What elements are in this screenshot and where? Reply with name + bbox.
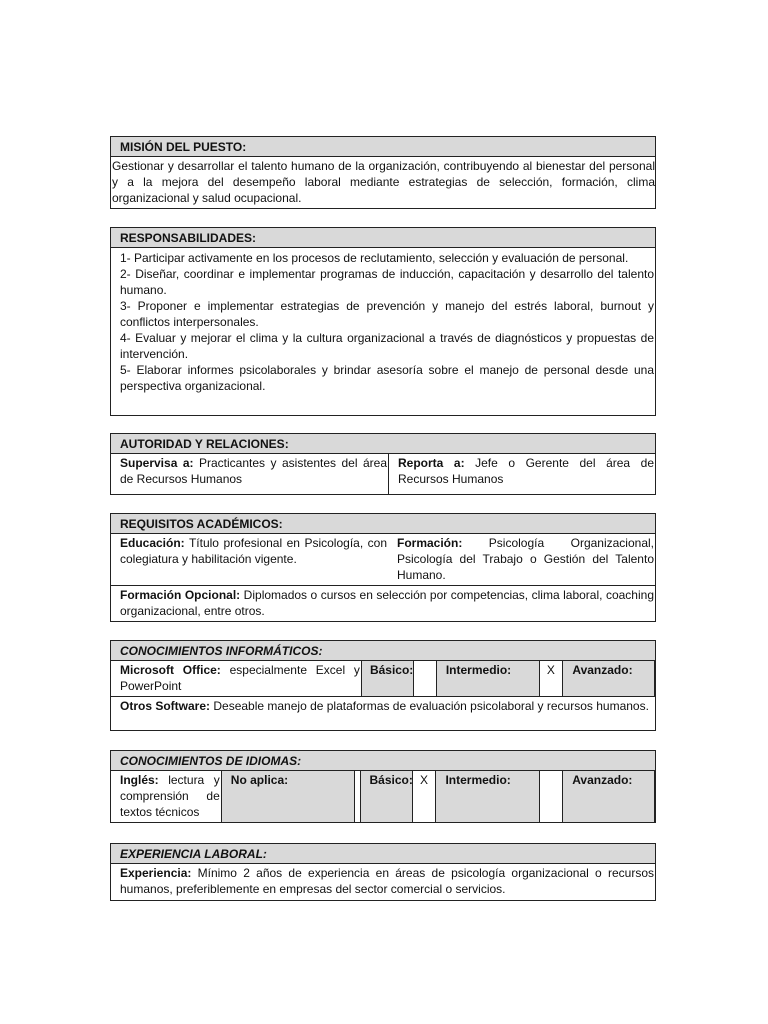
autoridad-row xyxy=(111,454,655,494)
reporta-text: Jefe o Gerente del área de Recursos Humanos xyxy=(398,456,655,486)
responsabilidades-title: RESPONSABILIDADES: xyxy=(111,228,655,248)
office-cell xyxy=(111,661,361,696)
responsabilidades-list xyxy=(111,248,655,395)
list-item: 2- Diseñar, coordinar e implementar programas de inducción, capacitación y desarrollo del talento humano. xyxy=(120,267,654,297)
list-item: 3- Proponer e implementar estrategias de prevención y manejo del estrés laboral, burnout y conflictos interpersonales. xyxy=(120,299,654,329)
idioma-intermedio-mark xyxy=(539,771,562,822)
office-basico-mark xyxy=(413,661,436,696)
supervisa-text: Practicantes y asistentes del área de Recursos Humanos xyxy=(120,456,387,486)
experiencia-cell xyxy=(111,864,655,898)
formacion-opcional-cell xyxy=(111,586,655,621)
list-item: 5- Elaborar informes psicolaborales y brindar asesoría sobre el manejo de personal desde una perspectiva organizacional. xyxy=(120,363,654,393)
idioma-avanzado-label: Avanzado: xyxy=(562,771,654,822)
formacion-text: Psicología Organizacional, Psicología del Trabajo o Gestión del Talento Humano. xyxy=(397,536,654,582)
mision-title: MISIÓN DEL PUESTO: xyxy=(111,137,655,157)
educacion-label: Educación: xyxy=(120,536,185,550)
office-label: Microsoft Office: xyxy=(120,663,221,677)
informaticos-section xyxy=(110,640,656,731)
formacion-opcional-row xyxy=(111,585,655,621)
idiomas-title: CONOCIMIENTOS DE IDIOMAS: xyxy=(111,751,655,771)
otros-software-cell xyxy=(111,697,655,731)
responsabilidades-section xyxy=(110,227,656,416)
otros-software-row xyxy=(111,696,655,731)
mision-section xyxy=(110,136,656,209)
informaticos-title: CONOCIMIENTOS INFORMÁTICOS: xyxy=(111,641,655,661)
ingles-cell xyxy=(111,771,221,822)
ingles-text: lectura y comprensión de textos técnicos xyxy=(120,773,220,819)
experiencia-text: Mínimo 2 años de experiencia en áreas de psicología organizacional o recursos humanos, preferiblemente en empresas del sector comercial o servicios. xyxy=(120,866,654,896)
otros-software-label: Otros Software: xyxy=(120,699,211,713)
reporta-cell xyxy=(388,454,655,494)
experiencia-title: EXPERIENCIA LABORAL: xyxy=(111,844,655,864)
idioma-intermedio-label: Intermedio: xyxy=(435,771,539,822)
formacion-cell xyxy=(388,534,655,585)
office-intermedio-label: Intermedio: xyxy=(436,661,540,696)
no-aplica-mark xyxy=(354,771,361,822)
otros-software-text: Deseable manejo de plataformas de evaluación psicolaboral y recursos humanos. xyxy=(210,699,649,713)
office-text: especialmente Excel y PowerPoint xyxy=(120,663,360,693)
idioma-basico-mark: X xyxy=(412,771,435,822)
list-item: 4- Evaluar y mejorar el clima y la cultura organizacional a través de diagnósticos y propuestas de intervención. xyxy=(120,331,654,361)
supervisa-label: Supervisa a: xyxy=(120,456,194,470)
ingles-label: Inglés: xyxy=(120,773,159,787)
list-item: 1- Participar activamente en los procesos de reclutamiento, selección y evaluación de personal. xyxy=(120,251,629,265)
formacion-opcional-text: Diplomados o cursos en selección por competencias, clima laboral, coaching organizacional, entre otros. xyxy=(120,588,654,618)
idiomas-section xyxy=(110,750,656,823)
formacion-opcional-label: Formación Opcional: xyxy=(120,588,241,602)
educacion-cell xyxy=(111,534,388,585)
office-avanzado-mark xyxy=(654,661,655,696)
office-avanzado-label: Avanzado: xyxy=(562,661,654,696)
idioma-basico-label: Básico: xyxy=(360,771,412,822)
reporta-label: Reporta a: xyxy=(398,456,465,470)
formacion-label: Formación: xyxy=(397,536,463,550)
ingles-row xyxy=(111,771,655,822)
experiencia-label: Experiencia: xyxy=(120,866,192,880)
requisitos-title: REQUISITOS ACADÉMICOS: xyxy=(111,514,655,534)
requisitos-section xyxy=(110,513,656,622)
educacion-text: Título profesional en Psicología, con colegiatura y habilitación vigente. xyxy=(120,536,387,566)
mision-text: Gestionar y desarrollar el talento humano de la organización, contribuyendo al bienestar del personal y a la mejora del desempeño laboral mediante estrategias de selección, formación, clima organizacional y salud ocupacional. xyxy=(112,159,655,205)
experiencia-section xyxy=(110,843,656,901)
idioma-avanzado-mark xyxy=(654,771,655,822)
supervisa-cell xyxy=(111,454,388,494)
autoridad-title: AUTORIDAD Y RELACIONES: xyxy=(111,434,655,454)
no-aplica-label: No aplica: xyxy=(221,771,354,822)
office-intermedio-mark: X xyxy=(539,661,562,696)
requisitos-row xyxy=(111,534,655,585)
office-basico-label: Básico: xyxy=(361,661,413,696)
autoridad-section xyxy=(110,433,656,495)
office-row xyxy=(111,661,655,696)
